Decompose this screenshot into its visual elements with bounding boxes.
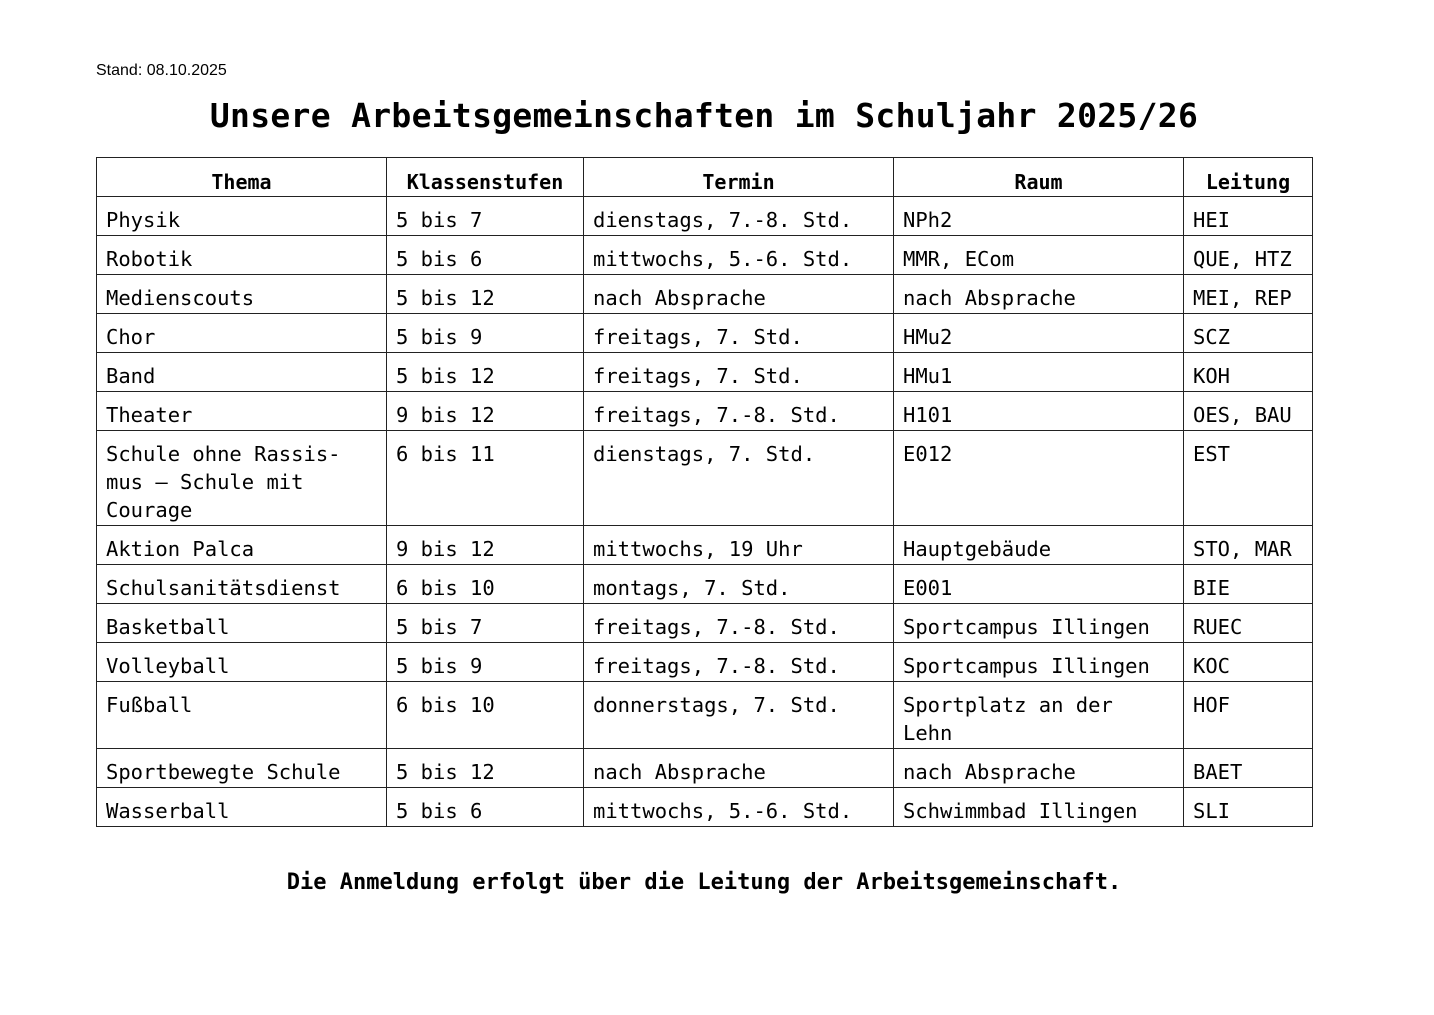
cell-klassenstufen: 5 bis 6: [387, 236, 584, 275]
cell-klassenstufen: 5 bis 9: [387, 643, 584, 682]
cell-termin: freitags, 7.-8. Std.: [584, 392, 894, 431]
cell-leitung: BAET: [1184, 749, 1313, 788]
cell-raum: nach Absprache: [894, 275, 1184, 314]
table-row: [97, 314, 1313, 353]
cell-raum: HMu2: [894, 314, 1184, 353]
cell-thema: Fußball: [97, 682, 387, 749]
cell-klassenstufen: 5 bis 9: [387, 314, 584, 353]
cell-thema: Chor: [97, 314, 387, 353]
table-row: [97, 682, 1313, 749]
header-leitung: Leitung: [1184, 158, 1313, 197]
table-row: [97, 236, 1313, 275]
cell-thema: Volleyball: [97, 643, 387, 682]
cell-klassenstufen: 6 bis 10: [387, 565, 584, 604]
table-row: [97, 275, 1313, 314]
cell-termin: donnerstags, 7. Std.: [584, 682, 894, 749]
cell-klassenstufen: 5 bis 12: [387, 353, 584, 392]
cell-raum: MMR, ECom: [894, 236, 1184, 275]
ag-table: [96, 157, 1313, 827]
table-header-row: [97, 158, 1313, 197]
cell-termin: freitags, 7.-8. Std.: [584, 643, 894, 682]
table-row: [97, 565, 1313, 604]
table-row: [97, 526, 1313, 565]
cell-klassenstufen: 6 bis 11: [387, 431, 584, 526]
cell-klassenstufen: 5 bis 12: [387, 275, 584, 314]
cell-thema: Schule ohne Rassis- mus – Schule mit Courage: [97, 431, 387, 526]
cell-raum: NPh2: [894, 197, 1184, 236]
cell-leitung: KOH: [1184, 353, 1313, 392]
cell-termin: nach Absprache: [584, 275, 894, 314]
stand-date: Stand: 08.10.2025: [96, 62, 227, 79]
cell-leitung: HEI: [1184, 197, 1313, 236]
table-row: [97, 788, 1313, 827]
table-row: [97, 643, 1313, 682]
cell-klassenstufen: 6 bis 10: [387, 682, 584, 749]
header-raum: Raum: [894, 158, 1184, 197]
cell-termin: dienstags, 7. Std.: [584, 431, 894, 526]
cell-leitung: SCZ: [1184, 314, 1313, 353]
cell-raum: H101: [894, 392, 1184, 431]
cell-leitung: RUEC: [1184, 604, 1313, 643]
cell-raum: nach Absprache: [894, 749, 1184, 788]
cell-thema: Theater: [97, 392, 387, 431]
cell-thema: Aktion Palca: [97, 526, 387, 565]
cell-thema: Wasserball: [97, 788, 387, 827]
cell-raum: Sportplatz an der Lehn: [894, 682, 1184, 749]
cell-klassenstufen: 5 bis 7: [387, 604, 584, 643]
cell-termin: freitags, 7. Std.: [584, 353, 894, 392]
cell-termin: freitags, 7. Std.: [584, 314, 894, 353]
cell-leitung: SLI: [1184, 788, 1313, 827]
cell-termin: mittwochs, 5.-6. Std.: [584, 236, 894, 275]
header-termin: Termin: [584, 158, 894, 197]
cell-leitung: OES, BAU: [1184, 392, 1313, 431]
cell-termin: nach Absprache: [584, 749, 894, 788]
cell-termin: mittwochs, 19 Uhr: [584, 526, 894, 565]
cell-raum: Schwimmbad Illingen: [894, 788, 1184, 827]
cell-leitung: QUE, HTZ: [1184, 236, 1313, 275]
table-row: [97, 604, 1313, 643]
cell-leitung: KOC: [1184, 643, 1313, 682]
cell-termin: mittwochs, 5.-6. Std.: [584, 788, 894, 827]
cell-klassenstufen: 9 bis 12: [387, 526, 584, 565]
table-row: [97, 197, 1313, 236]
table-row: [97, 392, 1313, 431]
cell-klassenstufen: 5 bis 6: [387, 788, 584, 827]
cell-thema: Sportbewegte Schule: [97, 749, 387, 788]
cell-thema: Physik: [97, 197, 387, 236]
cell-klassenstufen: 9 bis 12: [387, 392, 584, 431]
cell-leitung: EST: [1184, 431, 1313, 526]
table-row: [97, 431, 1313, 526]
cell-leitung: BIE: [1184, 565, 1313, 604]
cell-raum: Hauptgebäude: [894, 526, 1184, 565]
cell-leitung: STO, MAR: [1184, 526, 1313, 565]
cell-leitung: MEI, REP: [1184, 275, 1313, 314]
cell-raum: Sportcampus Illingen: [894, 604, 1184, 643]
page-title: Unsere Arbeitsgemeinschaften im Schuljahr 2025/26: [209, 96, 1199, 135]
cell-thema: Robotik: [97, 236, 387, 275]
cell-raum: E012: [894, 431, 1184, 526]
footer-note: Die Anmeldung erfolgt über die Leitung der Arbeitsgemeinschaft.: [286, 870, 1122, 895]
cell-leitung: HOF: [1184, 682, 1313, 749]
header-thema: Thema: [97, 158, 387, 197]
cell-thema: Schulsanitätsdienst: [97, 565, 387, 604]
cell-termin: dienstags, 7.-8. Std.: [584, 197, 894, 236]
cell-termin: montags, 7. Std.: [584, 565, 894, 604]
cell-raum: HMu1: [894, 353, 1184, 392]
cell-termin: freitags, 7.-8. Std.: [584, 604, 894, 643]
cell-raum: Sportcampus Illingen: [894, 643, 1184, 682]
cell-raum: E001: [894, 565, 1184, 604]
table-row: [97, 749, 1313, 788]
cell-thema: Basketball: [97, 604, 387, 643]
table-row: [97, 353, 1313, 392]
cell-klassenstufen: 5 bis 12: [387, 749, 584, 788]
cell-thema: Medienscouts: [97, 275, 387, 314]
header-klassenstufen: Klassenstufen: [387, 158, 584, 197]
cell-thema: Band: [97, 353, 387, 392]
cell-klassenstufen: 5 bis 7: [387, 197, 584, 236]
